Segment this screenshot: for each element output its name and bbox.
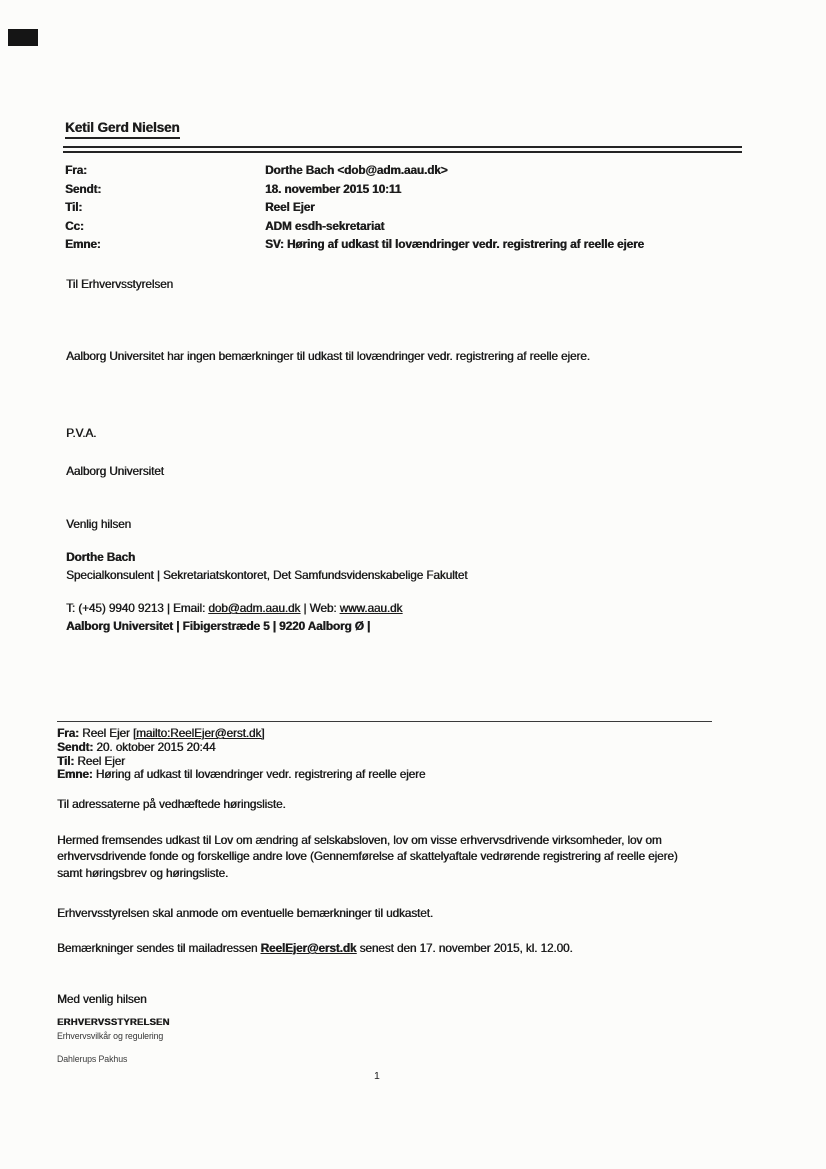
email-closing: Venlig hilsen [66,517,131,531]
quoted-field-label-fra: Fra: [57,726,79,740]
quoted-field-label-emne: Emne: [57,767,93,782]
quoted-field-value-fra: Reel Ejer [78,726,133,740]
quoted-body-paragraph-1: Til adressaterne på vedhæftede høringsliste. [57,797,286,811]
pva-line: P.V.A. [66,426,97,440]
field-value-sendt: 18. november 2015 10:11 [265,181,402,196]
field-label-fra: Fra: [65,163,87,177]
field-value-fra: Dorthe Bach <dob@adm.aau.dk> [265,163,448,177]
quoted-mailto-link: [mailto:ReelEjer@erst.dk] [132,726,265,740]
quoted-email-divider [57,721,712,722]
page-title: Ketil Gerd Nielsen [65,120,180,139]
header-field-row-cc [65,217,765,236]
signature-address-line: Aalborg Universitet | Fibigerstræde 5 | 9220 Aalborg Ø | [66,619,371,633]
quoted-field-value-sendt: 20. oktober 2015 20:44 [93,739,216,754]
scan-artifact [8,29,38,46]
deadline-text-prefix: Bemærkninger sendes til mailadressen [57,941,261,955]
organization-line: Aalborg Universitet [66,464,164,478]
header-field-row-til [65,198,765,217]
reelejer-email-link: ReelEjer@erst.dk [260,941,357,955]
quoted-field-value-emne: Høring af udkast til lovændringer vedr. registrering af reelle ejere [92,767,426,782]
deadline-text-suffix: senest den 17. november 2015, kl. 12.00. [356,941,573,955]
page-number: 1 [374,1070,380,1082]
signature-title: Specialkonsulent | Sekretariatskontoret, Det Samfundsvidenskabelige Fakultet [66,568,468,582]
quoted-field-emne [57,768,777,782]
header-field-row-sendt [65,180,765,199]
header-field-row-fra [65,161,765,180]
contact-web-link: www.aau.dk [339,601,403,615]
field-value-til: Reel Ejer [265,200,315,214]
contact-phone-prefix: T: (+45) 9940 9213 | Email: [66,601,209,615]
header-divider [63,146,742,153]
field-label-sendt: Sendt: [65,181,102,196]
quoted-field-til [57,755,777,769]
field-label-cc: Cc: [65,218,84,233]
quoted-email-closing: Med venlig hilsen [57,992,147,1006]
email-greeting: Til Erhvervsstyrelsen [66,277,173,291]
signature-name: Dorthe Bach [66,550,136,564]
quoted-field-fra [57,727,777,741]
quoted-body-paragraph-2: Hermed fremsendes udkast til Lov om ændring af selskabsloven, lov om visse erhvervsdrivende virksomheder, lov om erhvervsdrivende fonde og forskellige andre love (Gennemførelse af skattelyaftale vedrørende registrering af reelle ejere) samt høringsbrev og høringsliste. [57,833,678,880]
field-value-emne: SV: Høring af udkast til lovændringer vedr. registrering af reelle ejere [265,237,644,251]
quoted-body-paragraph-3: Erhvervsstyrelsen skal anmode om eventuelle bemærkninger til udkastet. [57,906,433,920]
signature-contact-line [66,601,402,615]
footer-building: Dahlerups Pakhus [57,1054,128,1064]
header-field-row-emne [65,235,765,254]
quoted-field-label-sendt: Sendt: [57,739,94,754]
contact-mid: | Web: [300,601,340,615]
contact-email-link: dob@adm.aau.dk [208,601,301,615]
field-value-cc: ADM esdh-sekretariat [265,218,385,233]
quoted-field-sendt [57,741,777,755]
footer-department: Erhvervsvilkår og regulering [57,1031,164,1041]
quoted-body-paragraph-4 [57,941,573,955]
email-header-fields [65,161,765,254]
email-body-paragraph: Aalborg Universitet har ingen bemærkninger til udkast til lovændringer vedr. registrering af reelle ejere. [66,349,590,363]
quoted-email-header [57,727,777,782]
footer-organization: ERHVERVSSTYRELSEN [57,1017,170,1028]
quoted-field-value-til: Reel Ejer [74,753,125,768]
field-label-til: Til: [65,200,83,214]
quoted-field-label-til: Til: [57,753,75,768]
field-label-emne: Emne: [65,237,101,251]
